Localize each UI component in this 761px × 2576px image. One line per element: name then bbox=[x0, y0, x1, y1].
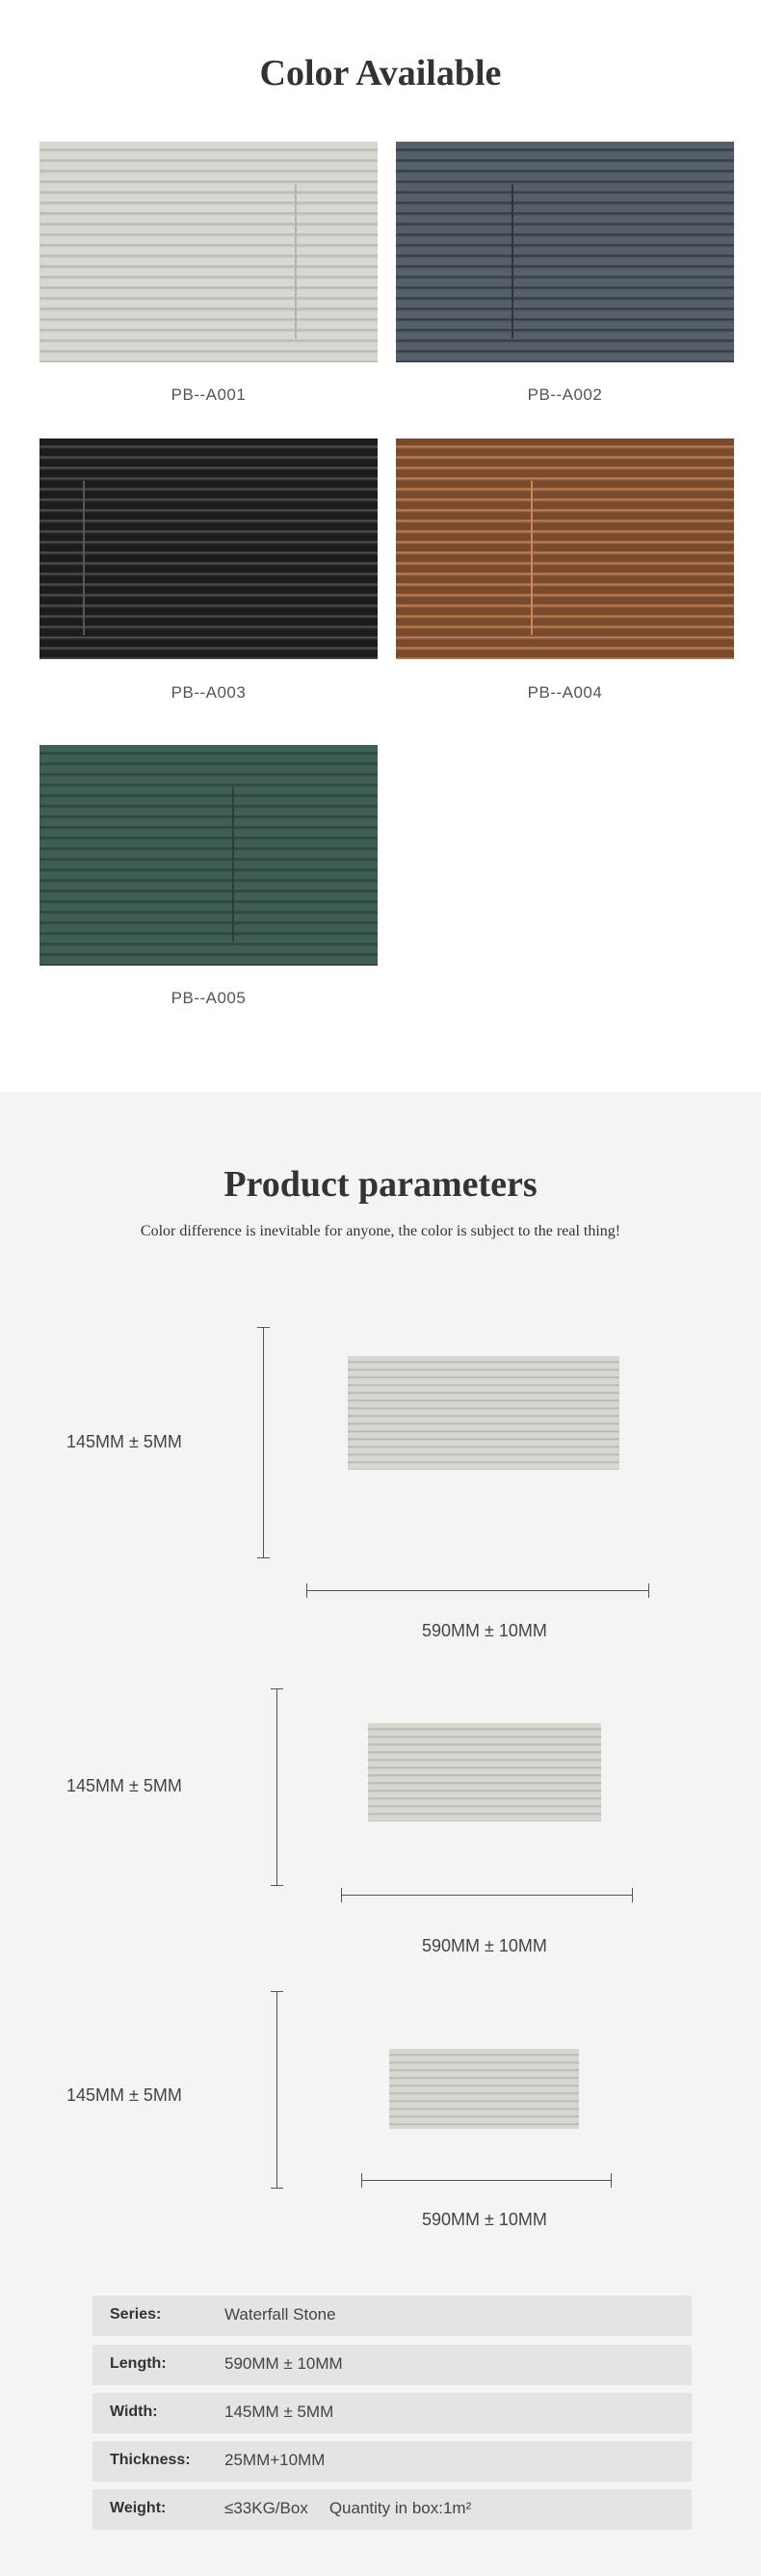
stone-tile-image bbox=[348, 1356, 619, 1470]
height-dimension-label: 145MM ± 5MM bbox=[66, 1432, 182, 1451]
spec-value: ≤33KG/Box Quantity in box:1m² bbox=[224, 2499, 472, 2517]
color-disclaimer: Color difference is inevitable for anyone, the color is subject to the real thing! bbox=[140, 1223, 621, 1239]
spec-row-thickness bbox=[92, 2441, 692, 2482]
spec-label: Width: bbox=[110, 2403, 158, 2420]
box-quantity: Quantity in box:1m² bbox=[328, 2499, 472, 2517]
swatch-code: PB--A004 bbox=[527, 683, 603, 702]
length-dimension-line bbox=[341, 1895, 633, 1896]
swatch-code: PB--A005 bbox=[171, 989, 247, 1007]
swatch-a005 bbox=[39, 745, 378, 966]
height-dimension-label: 145MM ± 5MM bbox=[66, 2085, 182, 2105]
height-dimension-label: 145MM ± 5MM bbox=[66, 1776, 182, 1795]
spec-label: Series: bbox=[110, 2306, 162, 2323]
spec-value: Waterfall Stone bbox=[224, 2305, 336, 2324]
length-dimension-line bbox=[306, 1590, 649, 1591]
spec-value: 25MM+10MM bbox=[224, 2451, 326, 2469]
spec-value: 145MM ± 5MM bbox=[224, 2403, 334, 2421]
spec-label: Weight: bbox=[110, 2500, 167, 2516]
spec-row-length bbox=[92, 2345, 692, 2385]
params-section-title: Product parameters bbox=[223, 1164, 538, 1205]
stone-tile-image bbox=[368, 1723, 601, 1821]
swatch-code: PB--A003 bbox=[171, 683, 247, 702]
height-dimension-line bbox=[263, 1327, 264, 1558]
length-dimension-label: 590MM ± 10MM bbox=[422, 2210, 547, 2229]
spec-row-width bbox=[92, 2393, 692, 2433]
stone-tile-image bbox=[389, 2049, 579, 2129]
swatch-code: PB--A001 bbox=[171, 385, 247, 404]
swatch-a002 bbox=[396, 142, 734, 362]
length-dimension-line bbox=[361, 2180, 612, 2181]
swatch-code: PB--A002 bbox=[527, 385, 603, 404]
length-dimension-label: 590MM ± 10MM bbox=[422, 1936, 547, 1955]
height-dimension-line bbox=[276, 1688, 277, 1886]
spec-label: Thickness: bbox=[110, 2452, 191, 2468]
spec-value: 590MM ± 10MM bbox=[224, 2354, 343, 2373]
swatch-a001 bbox=[39, 142, 378, 362]
spec-label: Length: bbox=[110, 2355, 167, 2372]
swatch-a003 bbox=[39, 438, 378, 659]
color-section-title: Color Available bbox=[259, 53, 502, 93]
height-dimension-line bbox=[276, 1991, 277, 2189]
swatch-a004 bbox=[396, 438, 734, 659]
spec-row-weight bbox=[92, 2489, 692, 2530]
length-dimension-label: 590MM ± 10MM bbox=[422, 1621, 547, 1640]
spec-row-series bbox=[92, 2296, 692, 2336]
